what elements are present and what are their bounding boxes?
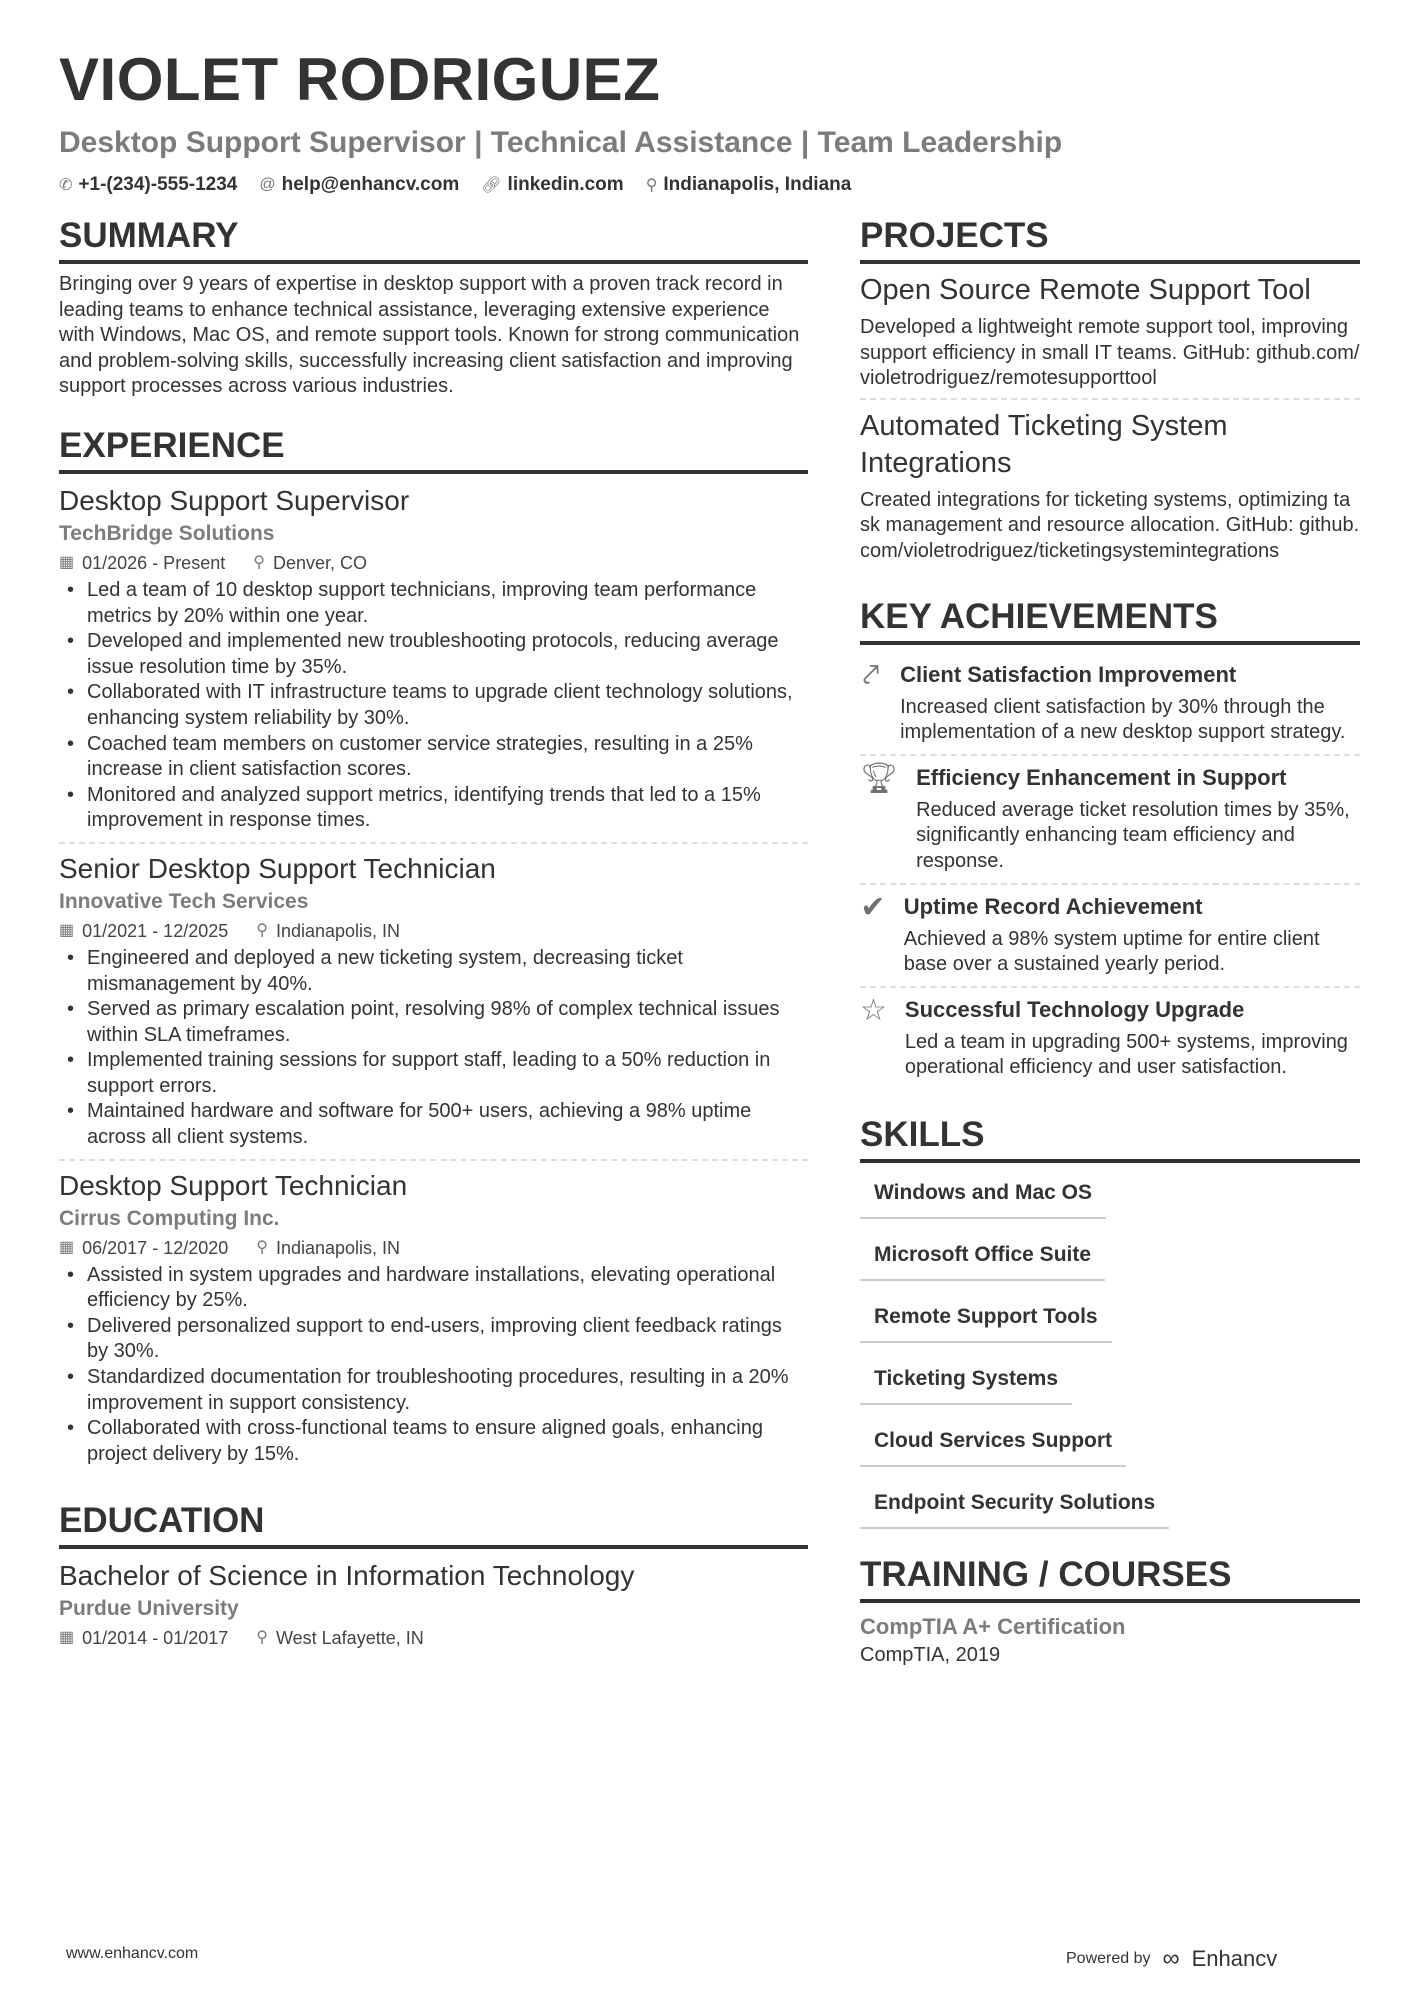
summary-section (59, 214, 808, 400)
candidate-name: VIOLET RODRIGUEZ (59, 46, 661, 113)
company-name: Innovative Tech Services (59, 889, 309, 913)
job-bullet: • Served as primary escalation point, resolving 98% of complex technical issues within SLA timeframes. (59, 997, 808, 1048)
job-title: Desktop Support Supervisor (59, 484, 410, 516)
section-heading: KEY ACHIEVEMENTS (860, 595, 1360, 645)
job-bullet: • Collaborated with cross-functional teams to ensure aligned goals, enhancing project delivery by 15%. (59, 1416, 808, 1467)
right-column (860, 214, 1360, 1693)
resume-header (59, 44, 1359, 196)
contact-email[interactable] (259, 174, 459, 196)
training-title: CompTIA A+ Certification (860, 1613, 1126, 1639)
skill-tag: Ticketing Systems (860, 1357, 1072, 1405)
contact-phone (59, 174, 237, 196)
section-heading: SUMMARY (59, 214, 808, 264)
training-detail: CompTIA, 2019 (860, 1643, 1001, 1666)
project-description: Developed a lightweight remote support tool, improving support efficiency in small IT teams. GitHub: github.com/violetrodriguez/remotesupporttool (860, 316, 1360, 390)
skill-tag: Remote Support Tools (860, 1295, 1112, 1343)
phone-icon: ✆ (59, 177, 73, 194)
job-bullet: • Engineered and deployed a new ticketing system, decreasing ticket mismanagement by 40%. (59, 946, 808, 997)
achievement-title: Uptime Record Achievement (903, 893, 1203, 919)
linkedin-text[interactable]: linkedin.com (507, 174, 624, 195)
trophy-icon: 🏆︎ (860, 761, 899, 795)
job-bullet: • Collaborated with IT infrastructure teams to upgrade client technology solutions, enhancing system reliability by 30%. (59, 680, 808, 731)
calendar-icon: ▦ (59, 1238, 75, 1256)
location-pin-icon: ⚲ (256, 1629, 268, 1647)
job-title: Desktop Support Technician (59, 1169, 408, 1201)
company-name: Cirrus Computing Inc. (59, 1206, 280, 1230)
section-heading: PROJECTS (860, 214, 1360, 264)
achievement-title: Client Satisfaction Improvement (900, 661, 1237, 687)
contact-linkedin[interactable] (481, 174, 623, 196)
project-title: Automated Ticketing System Integrations (860, 409, 1228, 479)
job-entry (59, 850, 808, 1161)
achievement-description: Reduced average ticket resolution times by 35%, significantly enhancing team efficiency and response. (916, 798, 1350, 872)
calendar-icon: ▦ (59, 553, 75, 571)
job-location: Denver, CO (272, 552, 367, 573)
degree: Bachelor of Science in Information Technology (59, 1560, 635, 1592)
job-bullet: • Developed and implemented new troubleshooting protocols, reducing average issue resolution time by 35%. (59, 629, 808, 680)
project-description: Created integrations for ticketing systems, optimizing task management and resource allocation. GitHub: github.com/violetrodriguez/ticketingsystemintegrations (860, 488, 1360, 562)
job-bullet: • Delivered personalized support to end-users, improving client feedback ratings by 30%. (59, 1314, 808, 1365)
phone-text: +1-(234)-555-1234 (78, 174, 238, 195)
at-icon: @ (259, 176, 276, 193)
job-bullets (59, 578, 808, 834)
projects-section (860, 214, 1360, 571)
education-dates: 01/2014 - 01/2017 (82, 1628, 229, 1649)
achievement-description: Increased client satisfaction by 30% through the implementation of a new desktop support strategy. (900, 695, 1346, 744)
strategy-icon: ⤤ (862, 658, 880, 692)
job-dates: 01/2026 - Present (82, 552, 226, 573)
powered-by-text: Powered by (1066, 1950, 1151, 1967)
skill-tag: Microsoft Office Suite (860, 1233, 1105, 1281)
achievement-title: Efficiency Enhancement in Support (916, 764, 1287, 790)
achievement-entry (860, 885, 1360, 988)
job-bullet: • Monitored and analyzed support metrics, identifying trends that led to a 15% improvement in response times. (59, 783, 808, 834)
skill-tag: Endpoint Security Solutions (860, 1481, 1169, 1529)
left-column (59, 214, 808, 1677)
job-title: Senior Desktop Support Technician (59, 852, 496, 884)
contact-location (646, 174, 852, 196)
achievement-description: Led a team in upgrading 500+ systems, improving operational efficiency and user satisfaction. (904, 1030, 1348, 1079)
summary-text: Bringing over 9 years of expertise in desktop support with a proven track record in leading teams to enhance technical assistance, leveraging extensive experience with Windows, Mac OS, and remote support tools. Known for strong communication and problem-solving skills, successfully increasing client satisfaction and improving support processes across various industries. (59, 273, 800, 398)
job-bullet: • Maintained hardware and software for 500+ users, achieving a 98% uptime across all client systems. (59, 1099, 808, 1150)
achievement-entry (860, 653, 1360, 756)
job-dates: 01/2021 - 12/2025 (82, 920, 229, 941)
achievement-entry (860, 756, 1360, 885)
location-pin-icon: ⚲ (256, 921, 268, 939)
section-heading: SKILLS (860, 1113, 1360, 1163)
training-section (860, 1553, 1360, 1669)
job-meta (59, 1233, 808, 1263)
school: Purdue University (59, 1597, 239, 1621)
project-entry (860, 408, 1360, 571)
job-meta (59, 916, 808, 946)
section-heading: TRAINING / COURSES (860, 1553, 1360, 1603)
company-name: TechBridge Solutions (59, 521, 275, 545)
job-meta (59, 548, 808, 578)
contact-info (59, 174, 1359, 196)
education-location: West Lafayette, IN (275, 1628, 424, 1649)
experience-section (59, 424, 808, 1475)
email-text[interactable]: help@enhancv.com (281, 174, 460, 195)
skills-section (860, 1113, 1360, 1529)
footer-website[interactable]: www.enhancv.com (66, 1945, 199, 1962)
skill-tag: Cloud Services Support (860, 1419, 1126, 1467)
calendar-icon: ▦ (59, 921, 75, 939)
job-entry (59, 1167, 808, 1476)
job-bullet: • Assisted in system upgrades and hardware installations, elevating operational efficiency by 25%. (59, 1263, 808, 1314)
job-entry (59, 482, 808, 844)
enhancv-logo-icon: ∞ (1162, 1945, 1180, 1972)
project-title: Open Source Remote Support Tool (860, 274, 1311, 306)
location-text: Indianapolis, Indiana (663, 174, 852, 195)
achievement-title: Successful Technology Upgrade (904, 996, 1245, 1022)
achievements-section (860, 595, 1360, 1089)
calendar-icon: ▦ (59, 1629, 75, 1647)
project-entry (860, 272, 1360, 400)
achievement-description: Achieved a 98% system uptime for entire client base over a sustained yearly period. (903, 927, 1320, 976)
job-location: Indianapolis, IN (275, 920, 401, 941)
star-icon: ☆ (860, 993, 887, 1027)
job-bullets (59, 946, 808, 1151)
brand-text: Enhancv (1191, 1946, 1278, 1971)
section-heading: EDUCATION (59, 1499, 808, 1549)
section-heading: EXPERIENCE (59, 424, 808, 474)
location-pin-icon: ⚲ (253, 553, 265, 571)
check-icon: ✔ (860, 890, 886, 924)
location-pin-icon: ⚲ (256, 1238, 268, 1256)
job-location: Indianapolis, IN (275, 1237, 401, 1258)
job-dates: 06/2017 - 12/2020 (82, 1237, 229, 1258)
location-pin-icon: ⚲ (645, 177, 658, 194)
education-section (59, 1499, 808, 1653)
job-bullets (59, 1263, 808, 1468)
job-bullet: • Coached team members on customer service strategies, resulting in a 25% increase in client satisfaction scores. (59, 732, 808, 783)
link-icon: 🔗︎ (481, 177, 502, 194)
candidate-subtitle: Desktop Support Supervisor | Technical Assistance | Team Leadership (59, 126, 1063, 159)
skill-tag: Windows and Mac OS (860, 1171, 1106, 1219)
job-bullet: • Led a team of 10 desktop support technicians, improving team performance metrics by 20% within one year. (59, 578, 808, 629)
job-bullet: • Standardized documentation for troubleshooting procedures, resulting in a 20% improvement in support consistency. (59, 1365, 808, 1416)
education-meta (59, 1623, 808, 1653)
job-bullet: • Implemented training sessions for support staff, leading to a 50% reduction in support errors. (59, 1048, 808, 1099)
achievement-entry (860, 988, 1360, 1089)
footer-branding (1066, 1945, 1277, 1973)
